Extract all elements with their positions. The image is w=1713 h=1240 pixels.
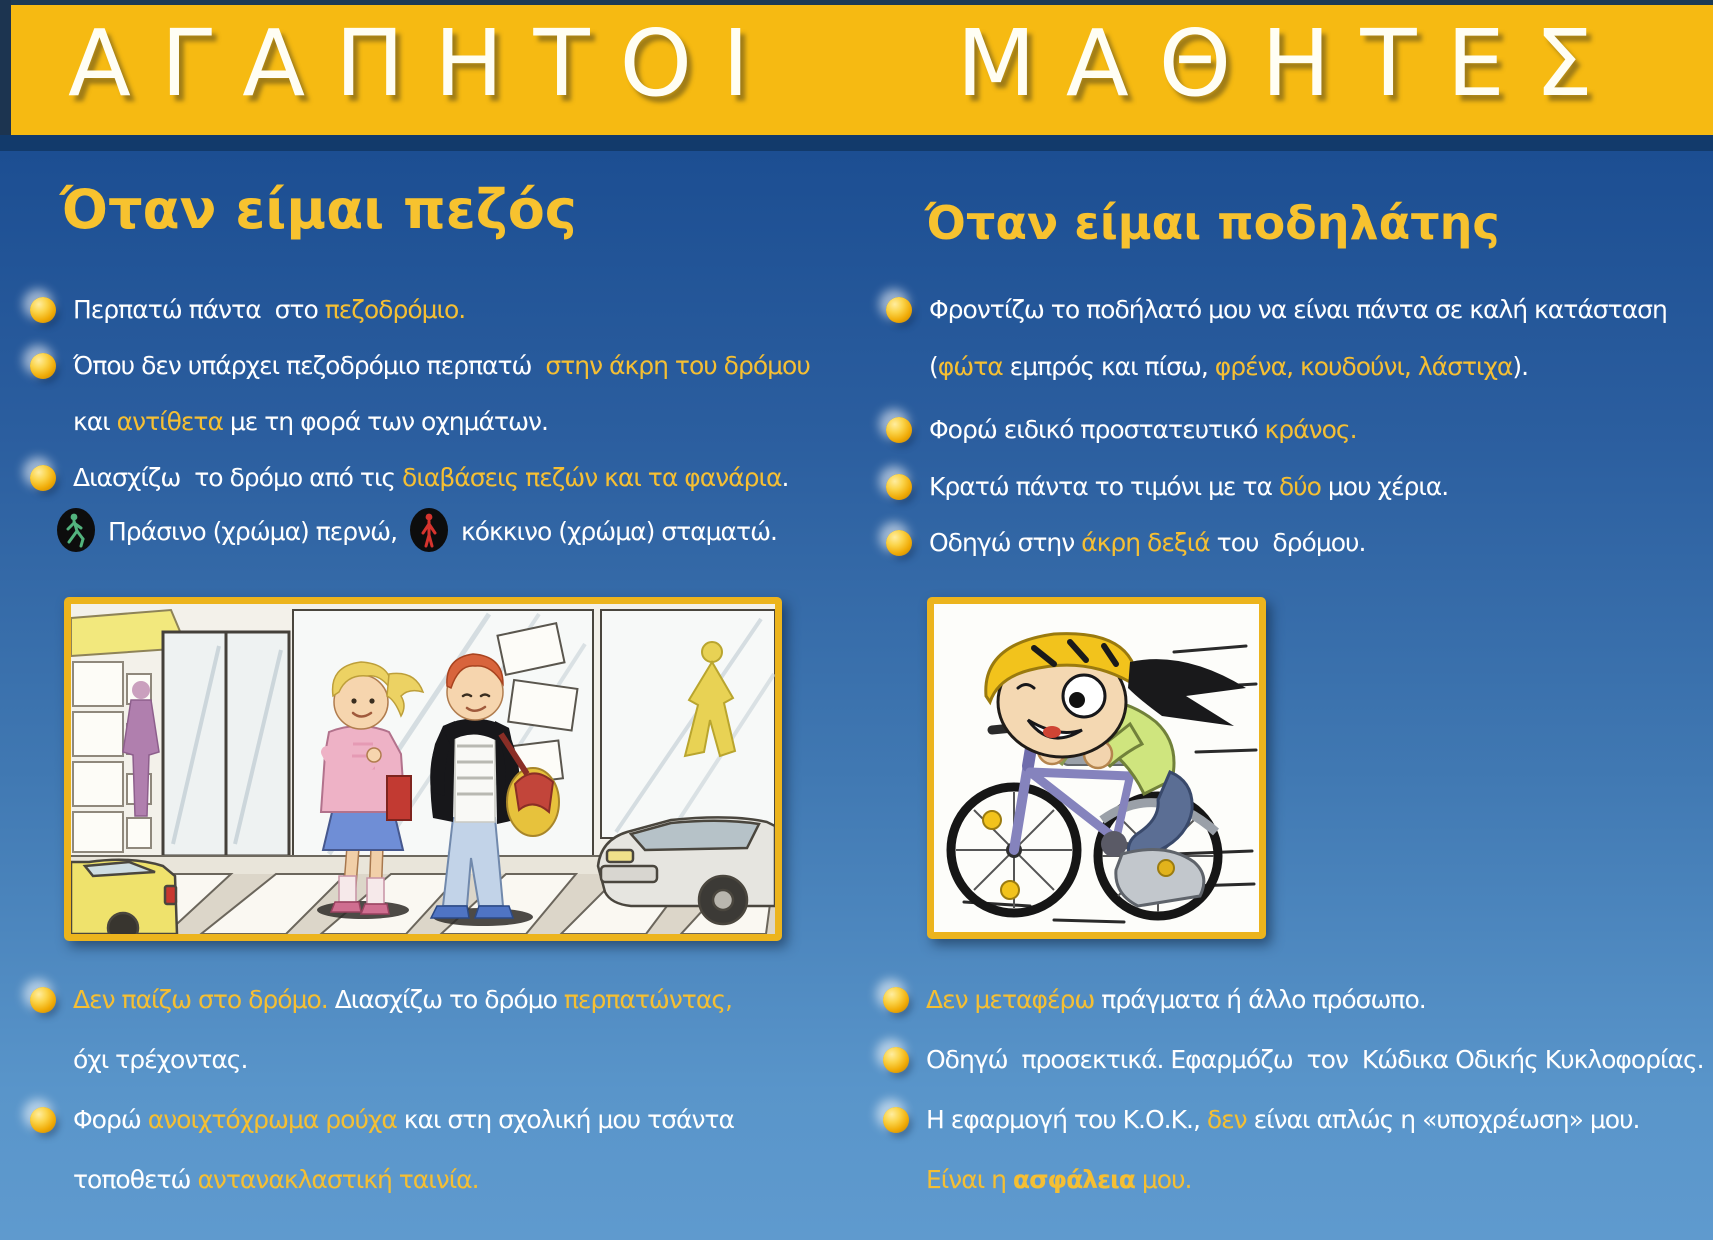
rule-text: Κρατώ πάντα το τιμόνι με τα δύο μου χέρια. bbox=[929, 472, 1449, 501]
rule-text: Όπου δεν υπάρχει πεζοδρόμιο περπατώ στην άκρη του δρόμου bbox=[73, 351, 810, 380]
banner-top-edge bbox=[0, 0, 1713, 5]
rule-text: Οδηγώ προσεκτικά. Εφαρμόζω τον Κώδικα Οδικής Κυκλοφορίας. bbox=[926, 1045, 1704, 1074]
rule-text: Περπατώ πάντα στο πεζοδρόμιο. bbox=[73, 295, 466, 324]
rule-text: Φροντίζω το ποδήλατό μου να είναι πάντα σε καλή κατάσταση bbox=[929, 295, 1667, 324]
banner-left-edge bbox=[0, 0, 11, 135]
rule-text: όχι τρέχοντας. bbox=[73, 1045, 248, 1074]
pedestrian-section-heading: Όταν είμαι πεζός bbox=[60, 178, 577, 241]
pedestrian-rule-item bbox=[30, 1098, 734, 1142]
pedestrian-rule-continuation bbox=[73, 1038, 247, 1082]
bullet-icon bbox=[30, 465, 56, 491]
bullet-icon bbox=[886, 530, 912, 556]
red-signal-label: κόκκινο (χρώμα) σταματώ. bbox=[461, 517, 777, 546]
pedestrian-rule-continuation bbox=[73, 1158, 479, 1202]
cyclist-section-heading: Όταν είμαι ποδηλάτης bbox=[925, 196, 1500, 250]
banner bbox=[0, 0, 1713, 135]
children-crossing-street-illustration bbox=[64, 597, 782, 941]
pedestrian-rule-item bbox=[30, 344, 810, 388]
cyclist-rule-item bbox=[886, 521, 1365, 565]
rule-text: Οδηγώ στην άκρη δεξιά του δρόμου. bbox=[929, 528, 1366, 557]
pedestrian-rule-item bbox=[30, 456, 788, 500]
banner-title: ΑΓΑΠΗΤΟΙ ΜΑΘΗΤΕΣ bbox=[68, 10, 1623, 117]
cyclist-rule-item bbox=[883, 1038, 1704, 1082]
rule-text: Φορώ ανοιχτόχρωμα ρούχα και στη σχολική μου τσάντα bbox=[73, 1105, 734, 1134]
bullet-icon bbox=[883, 1047, 909, 1073]
bullet-icon bbox=[883, 1107, 909, 1133]
bullet-icon bbox=[30, 297, 56, 323]
pedestrian-signal-red-standing-man-icon bbox=[409, 507, 449, 557]
bullet-icon bbox=[30, 1107, 56, 1133]
rule-text: (φώτα εμπρός και πίσω, φρένα, κουδούνι, λάστιχα). bbox=[929, 352, 1529, 381]
rule-text: Δεν μεταφέρω πράγματα ή άλλο πρόσωπο. bbox=[926, 985, 1426, 1014]
cyclist-rule-item bbox=[883, 1098, 1640, 1142]
rule-text: Φορώ ειδικό προστατευτικό κράνος. bbox=[929, 415, 1357, 444]
pedestrian-signal-green-walking-man-icon bbox=[56, 507, 96, 557]
rule-text: Διασχίζω το δρόμο από τις διαβάσεις πεζών και τα φανάρια. bbox=[73, 463, 789, 492]
pedestrian-rule-item bbox=[30, 978, 732, 1022]
cyclist-rule-item bbox=[886, 408, 1357, 452]
bullet-icon bbox=[883, 987, 909, 1013]
bullet-icon bbox=[30, 987, 56, 1013]
banner-divider bbox=[0, 135, 1713, 151]
bullet-icon bbox=[30, 353, 56, 379]
rule-text: τοποθετώ αντανακλαστική ταινία. bbox=[73, 1165, 479, 1194]
pedestrian-rule-item bbox=[30, 288, 465, 332]
bullet-icon bbox=[886, 474, 912, 500]
pedestrian-rule-continuation bbox=[73, 400, 548, 444]
cyclist-rule-item bbox=[886, 288, 1667, 332]
cyclist-rule-continuation bbox=[929, 345, 1528, 389]
rule-text: Είναι η ασφάλεια μου. bbox=[926, 1165, 1192, 1194]
bullet-icon bbox=[886, 297, 912, 323]
rule-text: Δεν παίζω στο δρόμο. Διασχίζω το δρόμο περπατώντας, bbox=[73, 985, 732, 1014]
green-signal-label: Πράσινο (χρώμα) περνώ, bbox=[108, 517, 398, 546]
cyclist-rule-item bbox=[886, 465, 1448, 509]
cyclist-rule-continuation bbox=[926, 1158, 1192, 1202]
bullet-icon bbox=[886, 417, 912, 443]
cyclist-rule-item bbox=[883, 978, 1426, 1022]
rule-text: και αντίθετα με τη φορά των οχημάτων. bbox=[73, 407, 548, 436]
child-riding-bicycle-illustration bbox=[927, 597, 1266, 939]
traffic-signal-line bbox=[56, 508, 777, 556]
rule-text: Η εφαρμογή του Κ.Ο.Κ., δεν είναι απλώς η «υποχρέωση» μου. bbox=[926, 1105, 1640, 1134]
